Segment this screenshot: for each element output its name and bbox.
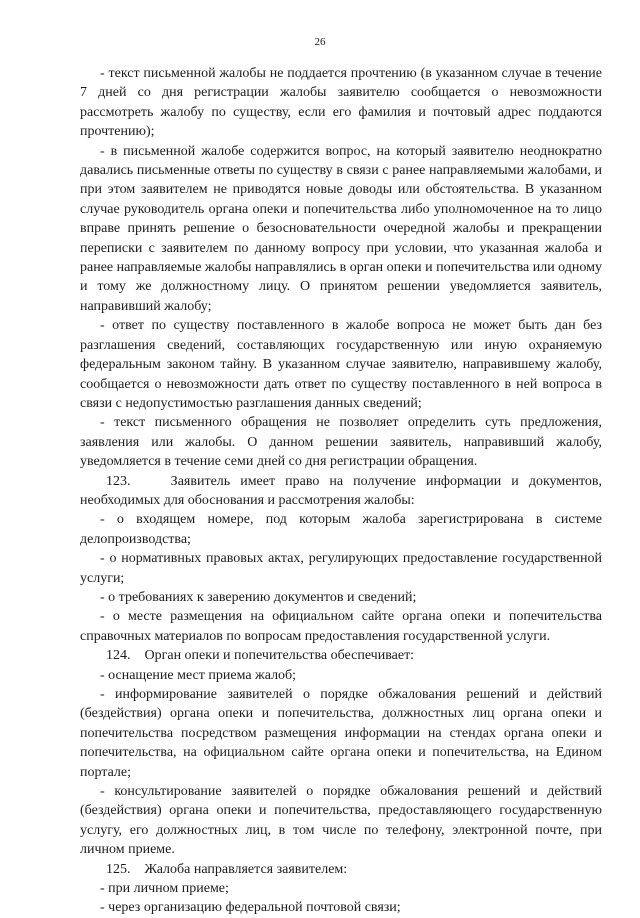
paragraph-personal-reception: - при личном приеме; xyxy=(100,881,229,897)
paragraph-repeated-question: - в письменной жалобе содержится вопрос, на который заявителю неоднократно давались письменные ответы по существу в связи с ранее направляемыми жалобами, и при этом заявителем не приводятся новые доводы или обстоятельства. В указанном случае руководитель органа опеки и попечительства либо уполномоченное на то лицо вправе принять решение о безосновательности очередной жалобы и прекращении переписки с заявителем по данному вопросу при условии, что указанная жалоба и ранее направляемые жалобы направлялись в орган опеки и попечительства или одному и тому же должностному лицу. О принятом решении уведомляется заявитель, направивший жалобу; xyxy=(80,143,602,314)
document-body xyxy=(80,64,602,918)
paragraph-postal-service: - через организацию федеральной почтовой связи; xyxy=(100,900,401,916)
paragraph-unreadable-text: - текст письменной жалобы не поддается прочтению (в указанном случае в течение 7 дней со дня регистрации жалобы заявителю сообщается о невозможности рассмотреть жалобу по существу, если его фамилия и почтовый адрес поддаются прочтению); xyxy=(80,66,602,140)
paragraph-complaint-places: - оснащение мест приема жалоб; xyxy=(100,667,297,683)
paragraph-consulting-applicants: - консультирование заявителей о порядке обжалования решений и действий (бездействия) органа опеки и попечительства, предоставляющего государственную услугу, его должностных лиц, в том числе по телефону, электронной почте, при личном приеме. xyxy=(80,784,602,858)
paragraph-state-secret: - ответ по существу поставленного в жалобе вопроса не может быть дан без разглашения сведений, составляющих государственную или иную охраняемую федеральным законом тайну. В указанном случае заявителю, направившему жалобу, сообщается о невозможности дать ответ по существу поставленного в ней вопроса в связи с недопустимостью разглашения данных сведений; xyxy=(80,318,602,411)
page-number: 26 xyxy=(314,36,326,48)
paragraph-incoming-number: - о входящем номере, под которым жалоба зарегистрирована в системе делопроизводства; xyxy=(80,512,602,547)
paragraph-normative-acts: - о нормативных правовых актах, регулирующих предоставление государственной услуги; xyxy=(80,551,602,586)
clause-125: 125. Жалоба направляется заявителем: xyxy=(106,861,348,877)
clause-124: 124. Орган опеки и попечительства обеспечивает: xyxy=(106,648,415,664)
clause-123: 123. Заявитель имеет право на получение информации и документов, необходимых для обоснования и рассмотрения жалобы: xyxy=(80,473,602,508)
paragraph-undeterminable-essence: - текст письменного обращения не позволяет определить суть предложения, заявления или жалобы. О данном решении заявитель, направивший жалобу, уведомляется в течение семи дней со дня регистрации обращения. xyxy=(80,415,602,470)
paragraph-certification-requirements: - о требованиях к заверению документов и сведений; xyxy=(100,589,417,605)
paragraph-informing-applicants: - информирование заявителей о порядке обжалования решений и действий (бездействия) органа опеки и попечительства, должностных лиц органа опеки и попечительства посредством размещения информации на стендах органа опеки и попечительства, на официальном сайте органа опеки и попечительства, на Едином портале; xyxy=(80,687,602,780)
paragraph-reference-materials: - о месте размещения на официальном сайте органа опеки и попечительства справочных материалов по вопросам предоставления государственной услуги. xyxy=(80,609,602,644)
